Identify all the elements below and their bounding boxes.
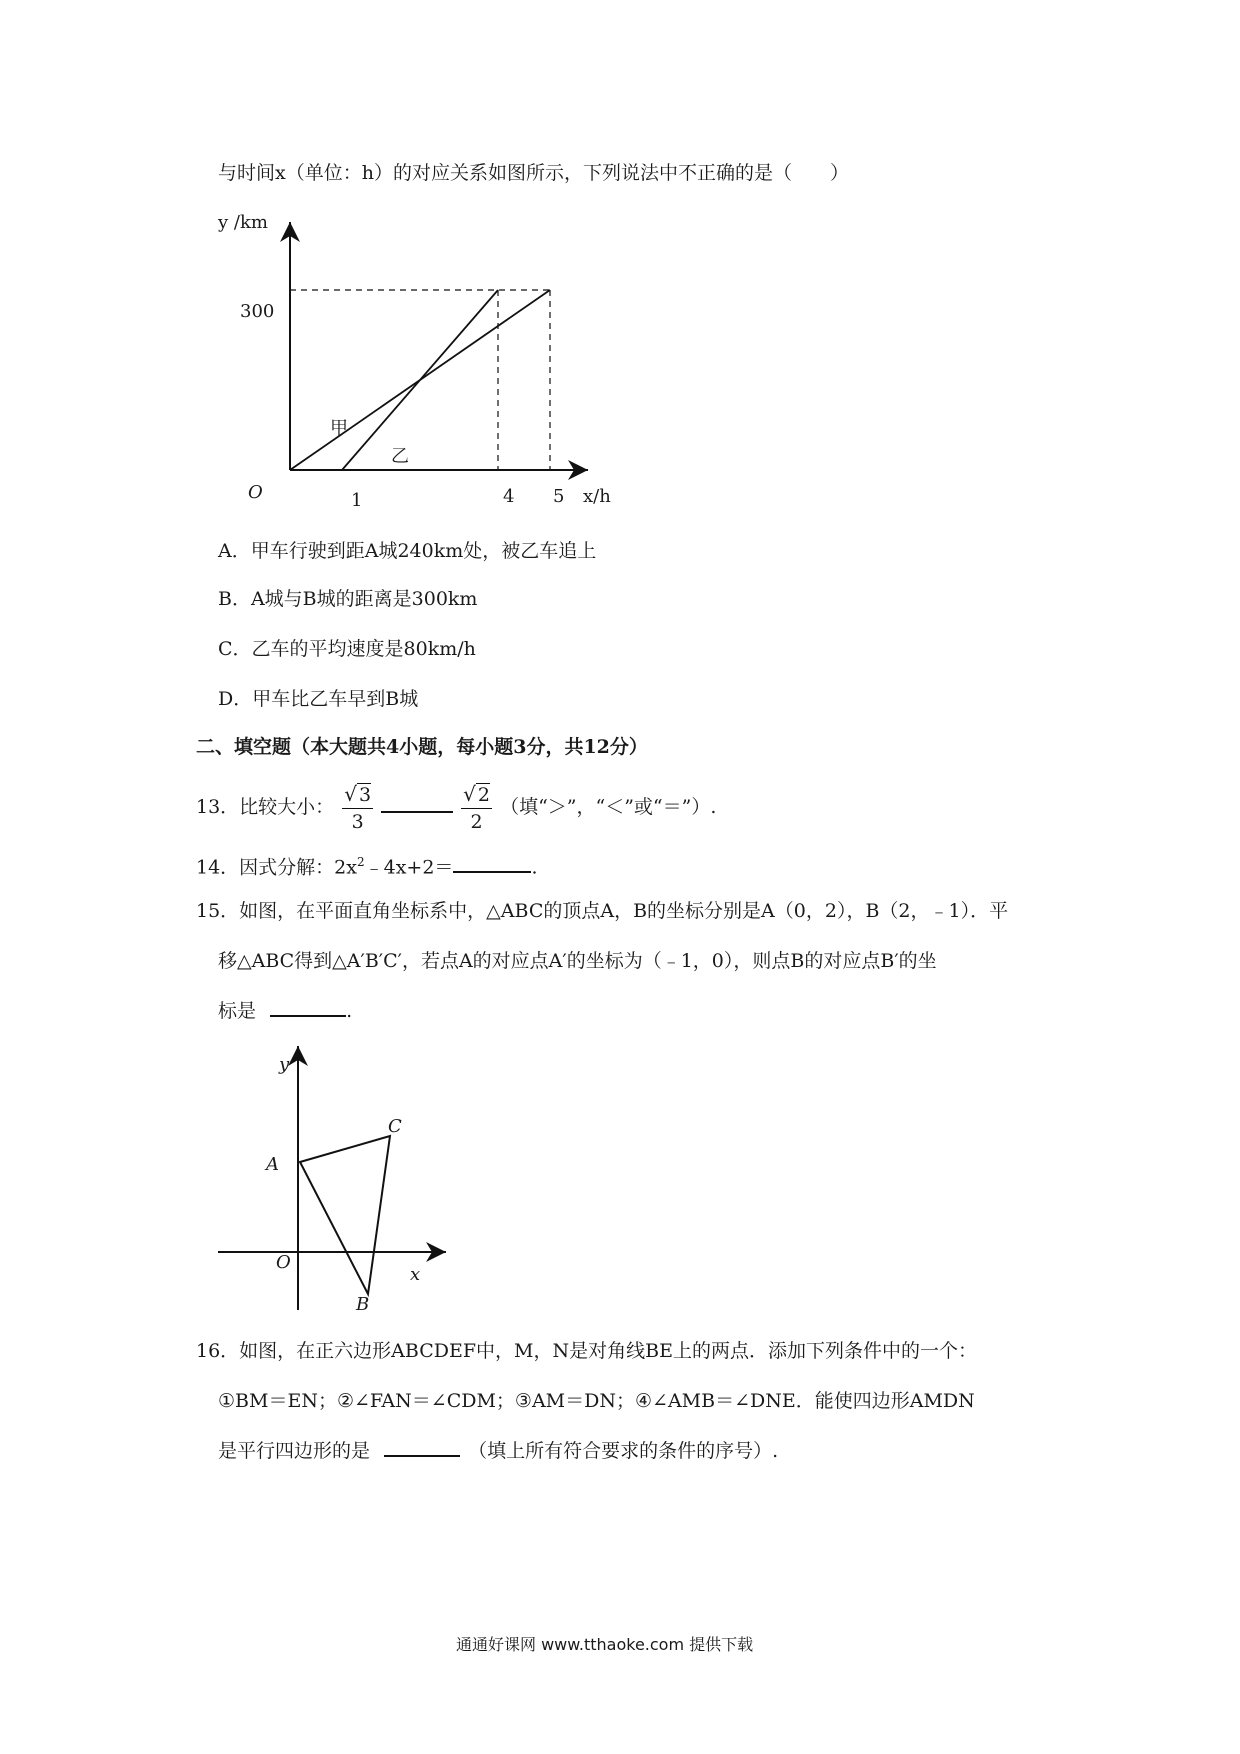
q12-origin-label: O — [248, 482, 263, 503]
q12-y-tick-300: 300 — [240, 301, 275, 322]
q15-y-axis-label: y — [279, 1054, 290, 1075]
q13-frac1-numerator: 3 — [358, 784, 372, 806]
q13-suffix: （填“＞”，“＜”或“＝”）. — [500, 795, 717, 818]
q12-x-axis-label: x/h — [583, 486, 611, 507]
q16-line3-suffix: （填上所有符合要求的条件的序号）. — [468, 1440, 779, 1462]
q14-prefix: 14．因式分解：2x — [196, 856, 357, 879]
q12-line-yi-label: 乙 — [391, 446, 409, 467]
q15-line2: 移△ABC得到△A′B′C′，若点A的对应点A′的坐标为（﹣1，0），则点B的对应点B′的坐 — [218, 950, 937, 972]
q12-series-line-yi — [342, 290, 498, 470]
q13-frac1-denominator: 3 — [351, 810, 364, 833]
q12-y-axis-label: y /km — [218, 212, 268, 233]
q12-intro: 与时间x（单位：h）的对应关系如图所示，下列说法中不正确的是（ ） — [218, 162, 849, 184]
q16-answer-blank[interactable] — [384, 1454, 460, 1457]
q14-end: . — [531, 856, 538, 879]
q15-origin-label: O — [276, 1252, 291, 1273]
q13-frac2-numerator: 2 — [477, 784, 491, 806]
q15-line3-end: . — [346, 1000, 353, 1022]
q16-line3 — [218, 1442, 778, 1461]
q15-point-a-label: A — [266, 1154, 279, 1175]
q15-x-axis-label: x — [410, 1264, 421, 1285]
option-c: C．乙车的平均速度是80km/h — [218, 638, 476, 660]
q12-x-tick-1: 1 — [351, 490, 363, 511]
q15-line3-prefix: 标是 — [218, 1000, 257, 1022]
q12-distance-time-graph — [220, 208, 640, 511]
q14-exponent: 2 — [356, 855, 365, 869]
option-a: A．甲车行驶到距A城240km处，被乙车追上 — [218, 540, 597, 562]
q12-x-tick-5: 5 — [553, 486, 565, 507]
q16-line1: 16．如图，在正六边形ABCDEF中，M，N是对角线BE上的两点．添加下列条件中的一个： — [196, 1340, 977, 1362]
option-b: B．A城与B城的距离是300km — [218, 588, 478, 610]
q13-answer-blank[interactable] — [381, 810, 453, 813]
section2-title: 二、填空题（本大题共4小题，每小题3分，共12分） — [196, 736, 648, 758]
q15-point-b-label: B — [356, 1294, 370, 1315]
q13-fraction-2: $\frac{√ 2}{2}$ — [463, 782, 491, 833]
q16-line3-prefix: 是平行四边形的是 — [218, 1440, 371, 1462]
q15-line1: 15．如图，在平面直角坐标系中，△ABC的顶点A，B的坐标分别是A（0，2），B（2，﹣1）．平 — [196, 900, 1009, 922]
q16-line2: ①BM＝EN；②∠FAN＝∠CDM；③AM＝DN；④∠AMB＝∠DNE．能使四边形AMDN — [218, 1390, 975, 1412]
q15-triangle-abc — [300, 1136, 390, 1294]
q13-frac2-denominator: 2 — [470, 810, 483, 833]
q12-line-jia-label: 甲 — [330, 418, 348, 439]
q15-point-c-label: C — [388, 1116, 402, 1137]
q13-prefix: 13．比较大小： — [196, 795, 335, 818]
q14-mid: ﹣4x+2＝ — [364, 856, 454, 879]
q15-line3 — [218, 1002, 352, 1021]
q14 — [196, 856, 537, 877]
q15-answer-blank[interactable] — [270, 1014, 346, 1017]
q13-fraction-1: $\frac{√ 3}{3}$ — [344, 782, 372, 833]
option-d: D．甲车比乙车早到B城 — [218, 688, 419, 710]
q13 — [196, 782, 716, 834]
footer-watermark: 通通好课网 www.tthaoke.com 提供下载 — [456, 1635, 754, 1654]
q12-x-tick-4: 4 — [503, 486, 515, 507]
q14-answer-blank[interactable] — [453, 870, 531, 873]
